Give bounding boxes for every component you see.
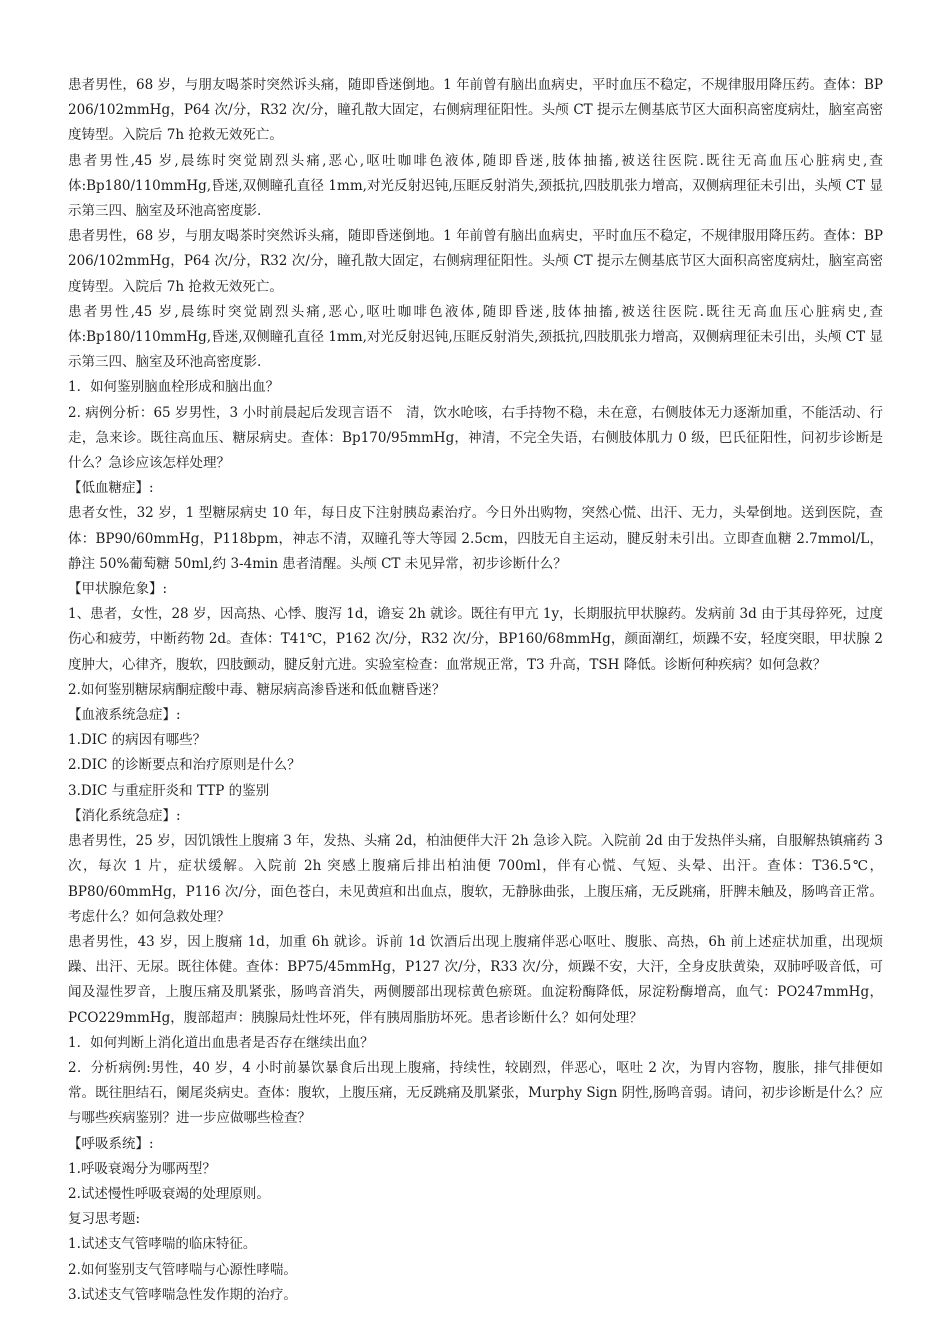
case-paragraph: 患者男性,45 岁,晨练时突觉剧烈头痛,恶心,呕吐咖啡色液体,随即昏迷,肢体抽搐,被送往医院.既往无高血压心脏病史,查体:Bp180/110mmHg,昏迷,双侧瞳孔直径 1mm,对光反射迟钝,压眶反射消失,颈抵抗,四肢肌张力增高，双侧病理征未引出，头颅 CT 显示第三四、脑室及环池高密度影. [68, 303, 883, 371]
question-line: 2.如何鉴别支气管哮喘与心源性哮喘。 [68, 1261, 297, 1278]
question-line: 2.DIC 的诊断要点和治疗原则是什么？ [68, 757, 301, 774]
case-paragraph: 患者男性，25 岁，因饥饿性上腹痛 3 年，发热、头痛 2d，柏油便伴大汗 2h 急诊入院。入院前 2d 由于发热伴头痛，自服解热镇痛药 3 次，每次 1 片，症状缓解。入院前 2h 突感上腹痛后排出柏油便 700ml，伴有心慌、气短、头晕、出汗。查体：T36.5℃，BP80/60mmHg，P116 次/分，面色苍白，未见黄疸和出血点，腹软，无静脉曲张，上腹压痛，无反跳痛，肝脾未触及，肠鸣音正常。考虑什么？如何急救处理？ [68, 833, 883, 925]
question-line: 1.DIC 的病因有哪些？ [68, 732, 207, 749]
question-line: 2.试述慢性呼吸衰竭的处理原则。 [68, 1185, 270, 1202]
section-heading: 【消化系统急症】: [68, 807, 181, 824]
question-line: 3.DIC 与重症肝炎和 TTP 的鉴别 [68, 782, 270, 799]
case-paragraph: 患者男性，68 岁，与朋友喝茶时突然诉头痛，随即昏迷倒地。1 年前曾有脑出血病史，平时血压不稳定，不规律服用降压药。查体：BP 206/102mmHg，P64 次/分，R32 次/分，瞳孔散大固定，右侧病理征阳性。头颅 CT 提示左侧基底节区大面积高密度病灶，脑室高密度铸型。入院后 7h 抢救无效死亡。 [68, 77, 883, 144]
section-heading: 【血液系统急症】: [68, 707, 181, 724]
question-line: 1．如何判断上消化道出血患者是否存在继续出血？ [68, 1034, 374, 1051]
section-heading: 【甲状腺危象】: [68, 581, 168, 598]
section-heading: 【呼吸系统】: [68, 1135, 154, 1152]
case-paragraph: 患者女性，32 岁，1 型糖尿病史 10 年，每日皮下注射胰岛素治疗。今日外出购物，突然心慌、出汗、无力，头晕倒地。送到医院，查体：BP90/60mmHg，P118bpm，神志不清，双瞳孔等大等园 2.5cm，四肢无自主运动，腱反射未引出。立即查血糖 2.7mmol/L，静注 50%葡萄糖 50ml,约 3-4min 患者清醒。头颅 CT 未见异常，初步诊断什么？ [68, 505, 883, 572]
question-line: 1.呼吸衰竭分为哪两型？ [68, 1160, 216, 1177]
case-paragraph: 2. 病例分析：65 岁男性，3 小时前晨起后发现言语不 清，饮水呛咳，右手持物不稳，未在意，右侧肢体无力逐渐加重，不能活动、行走，急来诊。既往高血压、糖尿病史。查体：Bp170/95mmHg，神清，不完全失语，右侧肢体肌力 0 级，巴氏征阳性，问初步诊断是什么？急诊应该怎样处理？ [68, 404, 883, 472]
case-paragraph: 1、患者，女性，28 岁，因高热、心悸、腹泻 1d，谵妄 2h 就诊。既往有甲亢 1y，长期服抗甲状腺药。发病前 3d 由于其母猝死，过度伤心和疲劳，中断药物 2d。查体：T41℃，P162 次/分，R32 次/分，BP160/68mmHg，颜面潮红，烦躁不安，轻度突眼，甲状腺 2 度肿大，心律齐，腹软，四肢颤动，腱反射亢进。实验室检查：血常规正常，T3 升高，TSH 降低。诊断何种疾病？如何急救？ [68, 606, 883, 673]
section-heading: 【低血糖症】: [68, 480, 154, 497]
question-line: 1.试述支气管哮喘的临床特征。 [68, 1236, 257, 1253]
case-paragraph: 患者男性，68 岁，与朋友喝茶时突然诉头痛，随即昏迷倒地。1 年前曾有脑出血病史，平时血压不稳定，不规律服用降压药。查体：BP 206/102mmHg，P64 次/分，R32 次/分，瞳孔散大固定，右侧病理征阳性。头颅 CT 提示左侧基底节区大面积高密度病灶，脑室高密度铸型。入院后 7h 抢救无效死亡。 [68, 228, 883, 295]
case-paragraph: 2．分析病例:男性，40 岁，4 小时前暴饮暴食后出现上腹痛，持续性，较剧烈，伴恶心，呕吐 2 次，为胃内容物，腹胀，排气排便如常。既往胆结石，阑尾炎病史。查体：腹软，上腹压痛，无反跳痛及肌紧张，Murphy Sign 阴性,肠鸣音弱。请问，初步诊断是什么？应与哪些疾病鉴别？进一步应做哪些检查？ [68, 1059, 883, 1127]
question-line: 2.如何鉴别糖尿病酮症酸中毒、糖尿病高渗昏迷和低血糖昏迷？ [68, 681, 446, 698]
question-line: 3.试述支气管哮喘急性发作期的治疗。 [68, 1286, 297, 1303]
document-body [68, 73, 883, 1308]
case-paragraph: 患者男性,45 岁,晨练时突觉剧烈头痛,恶心,呕吐咖啡色液体,随即昏迷,肢体抽搐,被送往医院.既往无高血压心脏病史,查体:Bp180/110mmHg,昏迷,双侧瞳孔直径 1mm,对光反射迟钝,压眶反射消失,颈抵抗,四肢肌张力增高，双侧病理征未引出，头颅 CT 显示第三四、脑室及环池高密度影. [68, 152, 883, 220]
question-line: 1．如何鉴别脑血栓形成和脑出血？ [68, 379, 280, 396]
section-heading: 复习思考题: [68, 1211, 141, 1228]
case-paragraph: 患者男性，43 岁，因上腹痛 1d，加重 6h 就诊。诉前 1d 饮酒后出现上腹痛伴恶心呕吐、腹胀、高热，6h 前上述症状加重，出现烦躁、出汗、无尿。既往体健。查体：BP75/45mmHg，P127 次/分，R33 次/分，烦躁不安，大汗，全身皮肤黄染，双肺呼吸音低，可闻及湿性罗音，上腹压痛及肌紧张，肠鸣音消失，两侧腰部出现棕黄色瘀斑。血淀粉酶降低，尿淀粉酶增高，血气：PO247mmHg，PCO229mmHg，腹部超声：胰腺局灶性坏死，伴有胰周脂肪坏死。患者诊断什么？如何处理？ [68, 933, 883, 1026]
